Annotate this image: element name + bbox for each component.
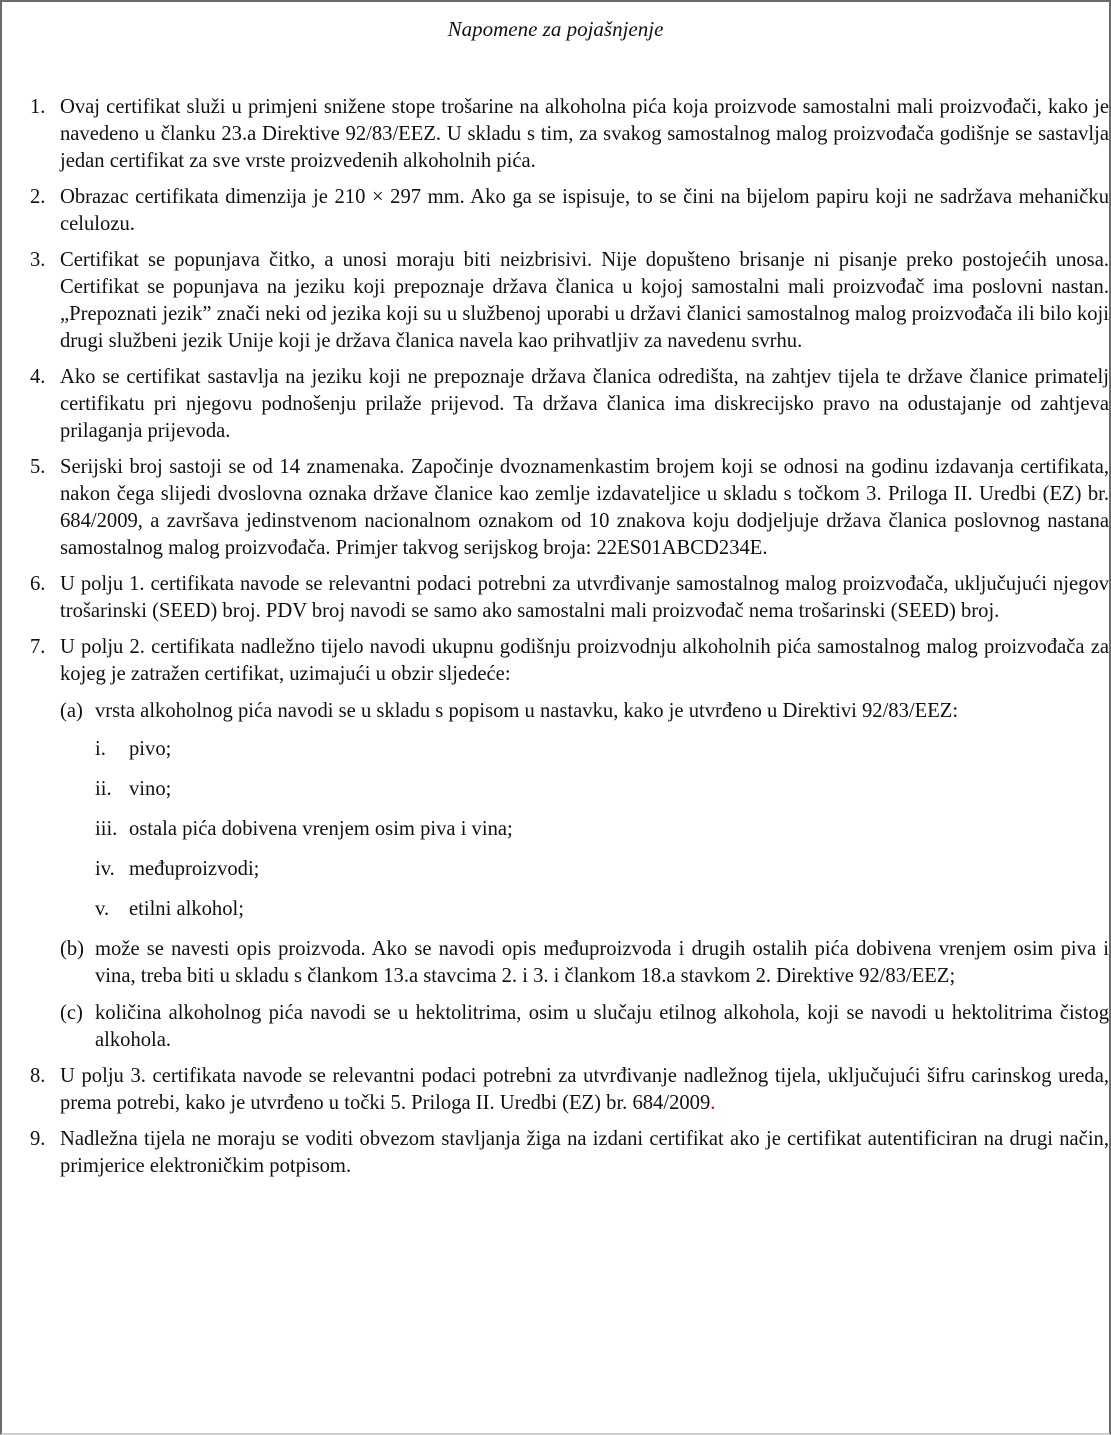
list-item-iv: [95, 856, 1109, 883]
note-number: 4.: [30, 366, 46, 388]
subitem-c: [60, 1000, 1109, 1054]
roman-label: i.: [95, 738, 106, 760]
note-item-8: [30, 1063, 1109, 1117]
note-text: Ako se certifikat sastavlja na jeziku koji ne prepoznaje država članica odredišta, na zahtjev tijela te države članice primatelj certifikatu pri njegovu podnošenju prilaže prijevod. Ta država članica ima diskrecijsko pravo na odustajanje od zahtjeva prilaganja prijevoda.: [60, 366, 1109, 442]
subitem-a: [60, 698, 1109, 725]
page-title: Napomene za pojašnjenje: [447, 17, 664, 41]
red-period: .: [710, 1092, 716, 1114]
subitem-label: (a): [60, 700, 83, 722]
list-item-v: [95, 896, 1109, 923]
note-number: 6.: [30, 573, 46, 595]
roman-label: v.: [95, 898, 110, 920]
note-number: 7.: [30, 636, 46, 658]
note-item-1: [30, 94, 1109, 175]
note-number: 5.: [30, 456, 46, 478]
note-text: U polju 2. certifikata nadležno tijelo navodi ukupnu godišnju proizvodnju alkoholnih pića samostalnog malog proizvođača za kojeg je zatražen certifikat, uzimajući u obzir sljedeće:: [60, 636, 1109, 685]
note-number: 3.: [30, 249, 46, 271]
note-text: Serijski broj sastoji se od 14 znamenaka. Započinje dvoznamenkastim brojem koji se odnosi na godinu izdavanja certifikata, nakon čega slijedi dvoslovna oznaka države članice kao zemlje izdavateljice u skladu s točkom 3. Priloga II. Uredbi (EZ) br. 684/2009, a završava jedinstvenom nacionalnom oznakom od 10 znakova koju dodjeljuje država članica poslovnog nastana samostalnog malog proizvođača. Primjer takvog serijskog broja: 22ES01ABCD234E.: [60, 456, 1109, 559]
note-number: 9.: [30, 1128, 46, 1150]
roman-text: ostala pića dobivena vrenjem osim piva i vina;: [129, 818, 513, 840]
roman-text: pivo;: [129, 738, 172, 760]
roman-label: iii.: [95, 818, 118, 840]
subitem-label: (c): [60, 1002, 83, 1024]
note-number: 8.: [30, 1065, 46, 1087]
note-number: 2.: [30, 186, 46, 208]
subitem-b: [60, 936, 1109, 990]
note-item-5: [30, 454, 1109, 562]
subitem-text: može se navesti opis proizvoda. Ako se navodi opis međuproizvoda i drugih ostalih pića dobivena vrenjem osim piva i vina, treba biti u skladu s člankom 13.a stavcima 2. i 3. i člankom 18.a stavkom 2. Direktive 92/83/EEZ;: [95, 938, 1109, 987]
note-item-9: [30, 1126, 1109, 1180]
note-item-4: [30, 364, 1109, 445]
note-item-7: [30, 634, 1109, 1054]
notes-list: [30, 94, 1109, 1189]
subitem-text: količina alkoholnog pića navodi se u hektolitrima, osim u slučaju etilnog alkohola, koji se navodi u hektolitrima čistog alkohola.: [95, 1002, 1109, 1051]
note-text: U polju 3. certifikata navode se relevantni podaci potrebni za utvrđivanje nadležnog tijela, uključujući šifru carinskog ureda, prema potrebi, kako je utvrđeno u točki 5. Priloga II. Uredbi (EZ) br. 684/2009: [60, 1065, 1109, 1114]
note-number: 1.: [30, 96, 46, 118]
list-item-i: [95, 736, 1109, 763]
note-text: Certifikat se popunjava čitko, a unosi moraju biti neizbrisivi. Nije dopušteno brisanje ni pisanje preko postojećih unosa. Certifikat se popunjava na jeziku koji prepoznaje država članica u kojoj samostalni mali proizvođač ima poslovni nastan. „Prepoznati jezik” znači neki od jezika koji su u službenoj uporabi u državi članici samostalnog malog proizvođača ili bilo koji drugi službeni jezik Unije koji je država članica navela kao prihvatljiv za navedenu svrhu.: [60, 249, 1109, 352]
list-item-iii: [95, 816, 1109, 843]
roman-text: međuproizvodi;: [129, 858, 260, 880]
note-item-3: [30, 247, 1109, 355]
roman-label: iv.: [95, 858, 115, 880]
note-text: Obrazac certifikata dimenzija je 210 × 297 mm. Ako ga se ispisuje, to se čini na bijelom papiru koji ne sadržava mehaničku celulozu.: [60, 186, 1109, 235]
note-item-6: [30, 571, 1109, 625]
roman-label: ii.: [95, 778, 112, 800]
note-text: U polju 1. certifikata navode se relevantni podaci potrebni za utvrđivanje samostalnog malog proizvođača, uključujući njegov trošarinski (SEED) broj. PDV broj navodi se samo ako samostalni mali proizvođač nema trošarinski (SEED) broj.: [60, 573, 1109, 622]
list-item-ii: [95, 776, 1109, 803]
note-text: Nadležna tijela ne moraju se voditi obvezom stavljanja žiga na izdani certifikat ako je certifikat autentificiran na drugi način, primjerice elektroničkim potpisom.: [60, 1128, 1109, 1177]
subitem-label: (b): [60, 938, 85, 960]
note-item-2: [30, 184, 1109, 238]
note-text: Ovaj certifikat služi u primjeni snižene stope trošarine na alkoholna pića koja proizvode samostalni mali proizvođači, kako je navedeno u članku 23.a Direktive 92/83/EEZ. U skladu s tim, za svakog samostalnog malog proizvođača godišnje se sastavlja jedan certifikat za sve vrste proizvedenih alkoholnih pića.: [60, 96, 1109, 172]
subitem-text: vrsta alkoholnog pića navodi se u skladu s popisom u nastavku, kako je utvrđeno u Direktivi 92/83/EEZ:: [95, 700, 959, 722]
roman-text: vino;: [129, 778, 172, 800]
roman-text: etilni alkohol;: [129, 898, 244, 920]
